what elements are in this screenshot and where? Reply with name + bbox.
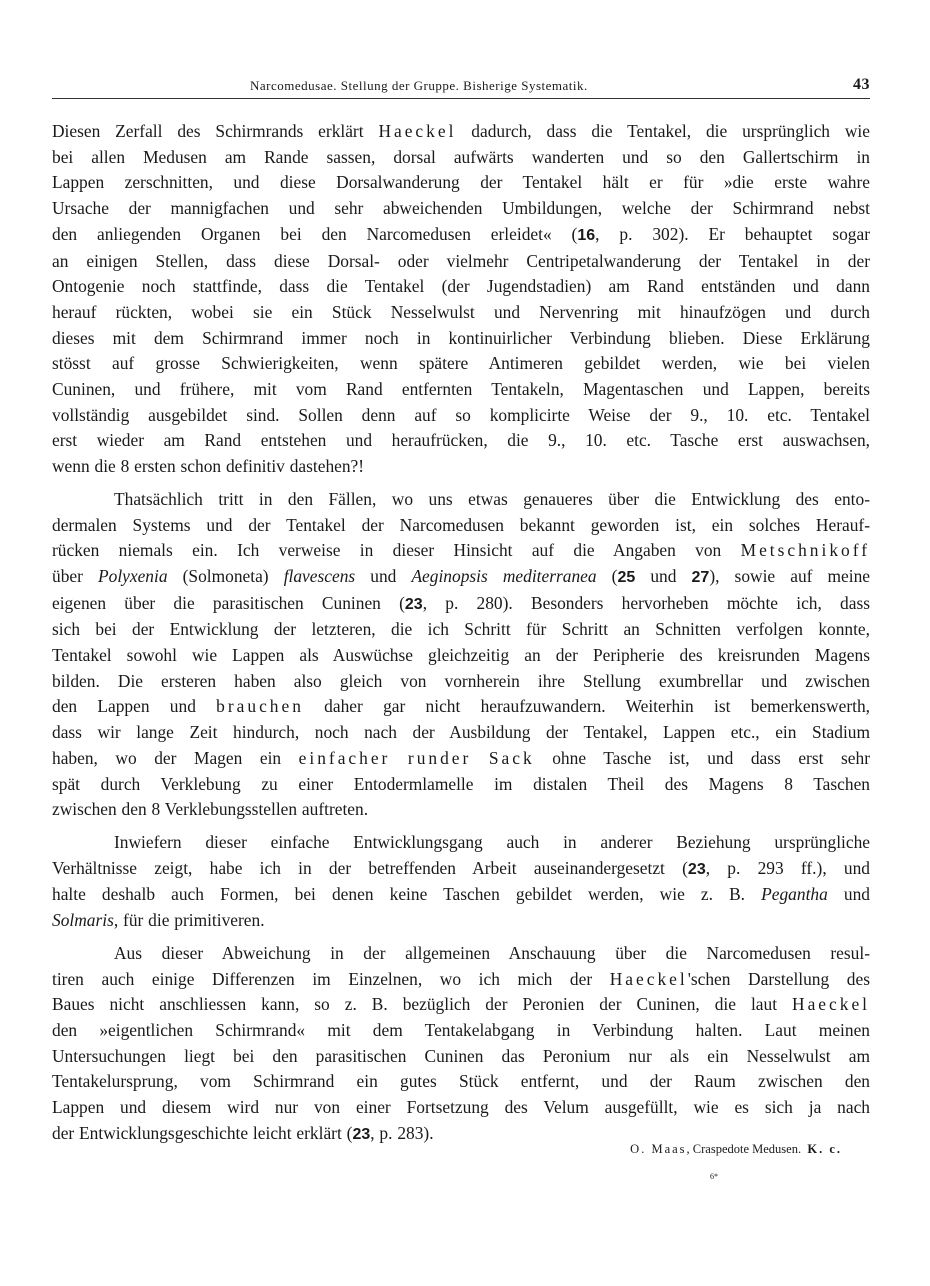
reference-code: K. c. [807,1142,842,1156]
text-line: Untersuchungen liegt bei den parasitischen Cuninen das Peronium nur als ein Nesselwulst am [52,1045,870,1066]
paragraph-3 [52,830,870,934]
text-line: dermalen Systems und der Tentakel der Narcomedusen bekannt geworden ist, ein solches Herauf- [52,514,870,535]
text-line: Lappen zerschnitten, und diese Dorsalwanderung der Tentakel hält er für »die erste wahre [52,172,870,193]
text-line: tiren auch einige Differenzen im Einzelnen, wo ich mich der Haeckel'schen Darstellung des [52,968,870,989]
signature-mark: 6* [710,1172,718,1181]
text-line: über Polyxenia (Solmoneta) flavescens und Aeginopsis mediterranea (25 und 27), sowie auf meine [52,565,871,586]
text-line: den anliegenden Organen bei den Narcomedusen erleidet« (16, p. 302). Er behauptet sogar [52,223,870,244]
text-line: zwischen den 8 Verklebungsstellen auftreten. [52,799,369,820]
text-line: den »eigentlichen Schirmrand« mit dem Tentakelabgang in Verbindung halten. Laut meinen [52,1019,870,1040]
paragraph-2 [52,487,870,823]
text-line: erst wieder am Rand entstehen und heraufrücken, die 9., 10. etc. Tasche erst auswachsen, [52,430,870,451]
text-line: Ursache der mannigfachen und sehr abweichenden Umbildungen, welche der Schirmrand nebst [52,198,870,219]
text-line: rücken niemals ein. Ich verweise in dieser Hinsicht auf die Angaben von Metschnikoff [52,540,870,561]
text-line: Verhältnisse zeigt, habe ich in der betreffenden Arbeit auseinandergesetzt (23, p. 293 ff.), und [52,857,870,878]
body-text [52,119,870,1147]
paragraph-4 [52,941,870,1148]
text-line: sich bei der Entwicklung der letzteren, die ich Schritt für Schritt an Schnitten verfolgen konnte, [52,619,870,640]
text-line: Cuninen, und frühere, mit vom Rand entfernten Tentakeln, Magentaschen und Lappen, bereits [52,379,870,400]
page-number: 43 [853,76,870,93]
text-line: Aus dieser Abweichung in der allgemeinen Anschauung über die Narcomedusen resul- [114,942,870,963]
text-line: Tentakel sowohl wie Lappen als Auswüchse gleichzeitig an der Peripherie des kreisrunden Magens [52,645,870,666]
reference-author: O. Maas [630,1142,687,1156]
text-line: Tentakelursprung, vom Schirmrand ein gutes Stück entfernt, und der Raum zwischen den [52,1071,870,1092]
text-line: vollständig ausgebildet sind. Sollen denn auf so komplicirte Weise der 9., 10. etc. Tentakel [52,404,870,425]
text-line: den Lappen und brauchen daher gar nicht heraufzuwandern. Weiterhin ist bemerkenswerth, [52,696,870,717]
text-line: Solmaris, für die primitiveren. [52,910,265,931]
text-line: Thatsächlich tritt in den Fällen, wo uns etwas genaueres über die Entwicklung des ento- [114,488,870,509]
text-line: Inwiefern dieser einfache Entwicklungsgang auch in anderer Beziehung ursprüngliche [114,831,870,852]
paragraph-1 [52,119,870,480]
text-line: haben, wo der Magen ein einfacher runder Sack ohne Tasche ist, und dass erst sehr [52,747,870,768]
header-rule [52,98,870,99]
text-line: dass wir lange Zeit hindurch, noch nach der Ausbildung der Tentakel, Lappen etc., ein Stadium [52,722,870,743]
reference-text: , Craspedote Medusen. [686,1142,802,1156]
text-line: an einigen Stellen, dass diese Dorsal- oder vielmehr Centripetalwanderung der Tentakel in der [52,250,870,271]
text-line: bilden. Die ersteren haben also gleich von vornherein ihre Stellung exumbrellar und zwischen [52,670,870,691]
text-line: spät durch Verklebung zu einer Entodermlamelle im distalen Theil des Magens 8 Taschen [52,773,870,794]
text-line: dieses mit dem Schirmrand immer noch in kontinuirlicher Verbindung blieben. Diese Erklärung [52,327,870,348]
running-title: Narcomedusae. Stellung der Gruppe. Bisherige Systematik. [250,78,588,93]
text-line: eigenen über die parasitischen Cuninen (23, p. 280). Besonders hervorheben möchte ich, dass [52,592,871,613]
text-line: wenn die 8 ersten schon definitiv dastehen?! [52,456,365,477]
text-line: Diesen Zerfall des Schirmrands erklärt Haeckel dadurch, dass die Tentakel, die ursprünglich wie [52,121,870,141]
bibliographic-reference [596,1142,842,1157]
text-line: der Entwicklungsgeschichte leicht erklärt (23, p. 283). [52,1122,434,1143]
text-line: herauf rückten, wobei sie ein Stück Nesselwulst und Nervenring mit hinaufzögen und durch [52,301,870,322]
text-line: halte deshalb auch Formen, bei denen keine Taschen gebildet werden, wie z. B. Pegantha und [52,884,870,905]
text-line: Baues nicht anschliessen kann, so z. B. bezüglich der Peronien der Cuninen, die laut Haeckel [52,994,870,1015]
text-line: Ontogenie noch stattfinde, dass die Tentakel (der Jugendstadien) am Rand entständen und dann [52,276,870,297]
text-line: Lappen und diesem wird nur von einer Fortsetzung des Velum ausgefüllt, wie es sich ja nach [52,1097,870,1118]
text-line: stösst auf grosse Schwierigkeiten, wenn spätere Antimeren gebildet werden, wie bei vielen [52,353,870,374]
text-line: bei allen Medusen am Rande sassen, dorsal aufwärts wanderten und so den Gallertschirm in [52,146,870,167]
